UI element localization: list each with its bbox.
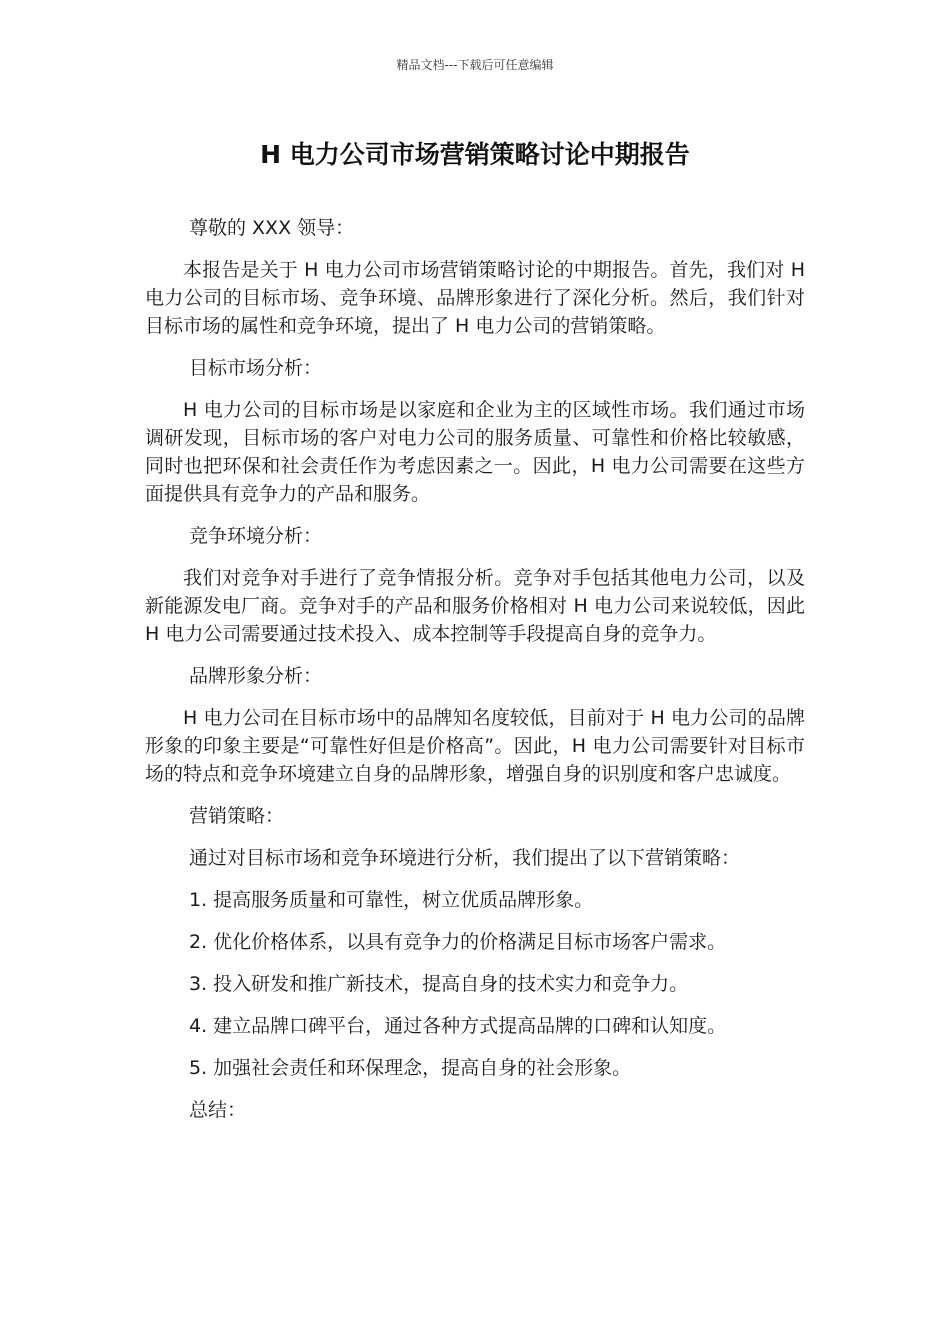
document-title: H 电力公司市场营销策略讨论中期报告 bbox=[260, 140, 690, 169]
document-body bbox=[145, 214, 805, 1138]
intro-paragraph: 本报告是关于 H 电力公司市场营销策略讨论的中期报告。首先，我们对 H 电力公司的目标市场、竞争环境、品牌形象进行了深化分析。然后，我们针对目标市场的属性和竞争环境，提出了 H 电力公司的营销策略。 bbox=[145, 259, 805, 337]
strategy-intro: 通过对目标市场和竞争环境进行分析，我们提出了以下营销策略： bbox=[189, 847, 741, 869]
strategy-item-3: 3. 投入研发和推广新技术，提高自身的技术实力和竞争力。 bbox=[189, 973, 689, 995]
market-analysis-paragraph: H 电力公司的目标市场是以家庭和企业为主的区域性市场。我们通过市场调研发现，目标市场的客户对电力公司的服务质量、可靠性和价格比较敏感，同时也把环保和社会责任作为考虑因素之一。因此，H 电力公司需要在这些方面提供具有竞争力的产品和服务。 bbox=[145, 399, 805, 505]
page-header: 精品文档---下载后可任意编辑 bbox=[396, 58, 554, 72]
competition-analysis-paragraph: 我们对竞争对手进行了竞争情报分析。竞争对手包括其他电力公司，以及新能源发电厂商。竞争对手的产品和服务价格相对 H 电力公司来说较低，因此 H 电力公司需要通过技术投入、成本控制等手段提高自身的竞争力。 bbox=[145, 567, 805, 645]
strategy-item-5: 5. 加强社会责任和环保理念，提高自身的社会形象。 bbox=[189, 1057, 632, 1079]
strategy-item-4: 4. 建立品牌口碑平台，通过各种方式提高品牌的口碑和认知度。 bbox=[189, 1015, 727, 1037]
market-analysis-heading: 目标市场分析： bbox=[189, 357, 323, 379]
competition-analysis-heading: 竞争环境分析： bbox=[189, 525, 323, 547]
strategy-item-2: 2. 优化价格体系，以具有竞争力的价格满足目标市场客户需求。 bbox=[189, 931, 727, 953]
brand-analysis-paragraph: H 电力公司在目标市场中的品牌知名度较低，目前对于 H 电力公司的品牌形象的印象主要是“可靠性好但是价格高”。因此，H 电力公司需要针对目标市场的特点和竞争环境建立自身的品牌形象，增强自身的识别度和客户忠诚度。 bbox=[145, 707, 805, 785]
brand-analysis-heading: 品牌形象分析： bbox=[189, 665, 323, 687]
salutation: 尊敬的 XXX 领导： bbox=[189, 217, 355, 239]
strategy-heading: 营销策略： bbox=[189, 805, 285, 827]
strategy-item-1: 1. 提高服务质量和可靠性，树立优质品牌形象。 bbox=[189, 889, 594, 911]
summary-heading: 总结： bbox=[189, 1099, 247, 1121]
